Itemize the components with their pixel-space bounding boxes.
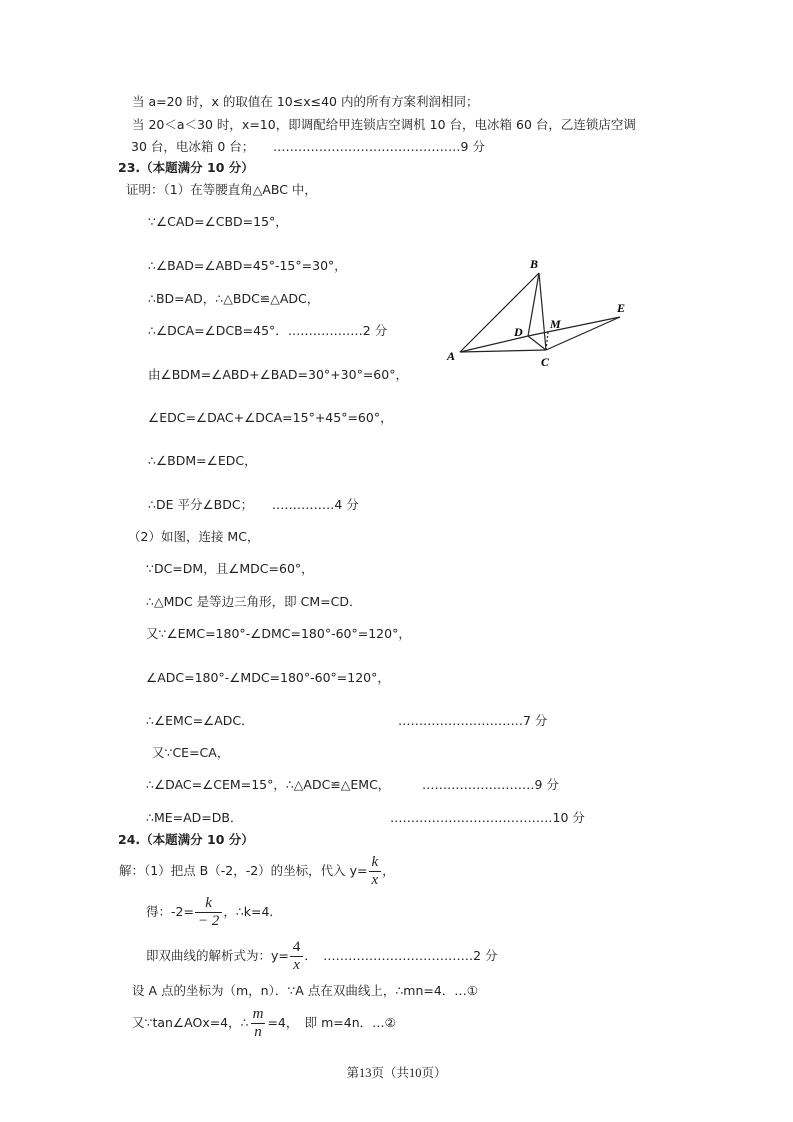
solution-line-5-tail: =4， 即 m=4n．…② [267, 1015, 396, 1030]
fraction-numerator: k [205, 895, 212, 911]
solution-line-5-text: 又∵tan∠AOx=4，∴ [132, 1015, 249, 1030]
part-2-step-2: ∴△MDC 是等边三角形，即 CM=CD． [146, 594, 362, 609]
proof-step-1: ∵∠CAD=∠CBD=15°， [148, 214, 288, 229]
solution-line-2-tail: ，∴k=4． [223, 904, 282, 919]
question-24-heading: 24.（本题满分 10 分） [118, 832, 254, 847]
fraction-denominator: x [290, 956, 303, 974]
fraction-denominator: n [251, 1023, 265, 1041]
text-line-allocation: 30 台，电冰箱 0 台； ………………………………………9 分 [131, 139, 485, 154]
text-line-a-range: 当 20＜a＜30 时，x=10，即调配给甲连锁店空调机 10 台，电冰箱 60 台，乙连锁店空调 [132, 117, 636, 132]
fraction-numerator: m [252, 1006, 264, 1022]
solution-line-2-text: 得：-2= [146, 904, 194, 919]
text-line-a-equals-20: 当 a=20 时，x 的取值在 10≤x≤40 内的所有方案利润相同； [132, 94, 479, 109]
part-2-intro: （2）如图，连接 MC， [128, 529, 260, 544]
solution-line-3-tail: ． ………………………………2 分 [304, 948, 498, 963]
solution-line-5 [132, 1004, 396, 1042]
part-2-step-8: ∴ME=AD=DB． [146, 810, 243, 825]
segment-ac [460, 350, 546, 352]
label-d: D [514, 325, 523, 339]
proof-step-2: ∴∠BAD=∠ABD=45°-15°=30°， [148, 258, 347, 273]
page-footer: 第13页（共10页） [346, 1066, 447, 1080]
solution-line-3 [146, 937, 498, 975]
part-2-step-4: ∠ADC=180°-∠MDC=180°-60°=120°， [146, 670, 390, 685]
proof-step-3: ∴BD=AD，∴△BDC≌△ADC， [148, 291, 320, 306]
fraction-k-over-x [369, 854, 382, 889]
fraction-numerator: k [371, 854, 379, 870]
part-2-step-3: 又∵∠EMC=180°-∠DMC=180°-60°=120°， [146, 626, 411, 641]
label-c: C [541, 355, 550, 369]
fraction-denominator: x [369, 871, 382, 889]
segment-de [528, 317, 620, 336]
fraction-denominator: − 2 [195, 912, 222, 930]
proof-intro: 证明：（1）在等腰直角△ABC 中， [126, 182, 317, 197]
label-m: M [550, 317, 561, 331]
proof-step-4: ∴∠DCA=∠DCB=45°．………………2 分 [148, 323, 388, 338]
proof-step-8: ∴DE 平分∠BDC； ……………4 分 [148, 497, 359, 512]
fraction-4-over-x [290, 939, 304, 974]
label-b: B [530, 257, 539, 271]
proof-step-5: 由∠BDM=∠ABD+∠BAD=30°+30°=60°， [148, 367, 408, 382]
score-9: ………………………9 分 [422, 777, 559, 792]
score-10: …………………………………10 分 [390, 810, 585, 825]
label-e: E [617, 301, 626, 315]
fraction-m-over-n [250, 1006, 267, 1041]
score-7: …………………………7 分 [398, 713, 548, 728]
solution-line-4: 设 A 点的坐标为（m，n）．∵A 点在双曲线上，∴mn=4．…① [132, 983, 479, 998]
segment-ab [460, 273, 539, 352]
solution-line-1-tail: ， [382, 863, 395, 878]
part-2-step-5: ∴∠EMC=∠ADC． [146, 713, 254, 728]
proof-step-7: ∴∠BDM=∠EDC， [148, 453, 257, 468]
segment-bc [539, 273, 546, 350]
part-2-step-7: ∴∠DAC=∠CEM=15°，∴△ADC≌△EMC， [146, 777, 391, 792]
solution-line-2 [146, 893, 282, 931]
part-2-step-1: ∵DC=DM，且∠MDC=60°， [146, 561, 314, 576]
fraction-numerator: 4 [292, 939, 301, 955]
part-2-step-6: 又∵CE=CA， [152, 745, 230, 760]
label-a: A [447, 349, 456, 363]
question-23-heading: 23.（本题满分 10 分） [118, 160, 254, 175]
geometry-figure [440, 250, 640, 375]
segment-dc [528, 336, 546, 350]
solution-line-1-text: 解：（1）把点 B（-2，-2）的坐标，代入 y= [119, 863, 368, 878]
solution-line-3-text: 即双曲线的解析式为：y= [146, 948, 289, 963]
proof-step-6: ∠EDC=∠DAC+∠DCA=15°+45°=60°， [148, 410, 393, 425]
solution-line-1 [119, 852, 395, 890]
fraction-k-over-minus-2 [195, 895, 222, 930]
